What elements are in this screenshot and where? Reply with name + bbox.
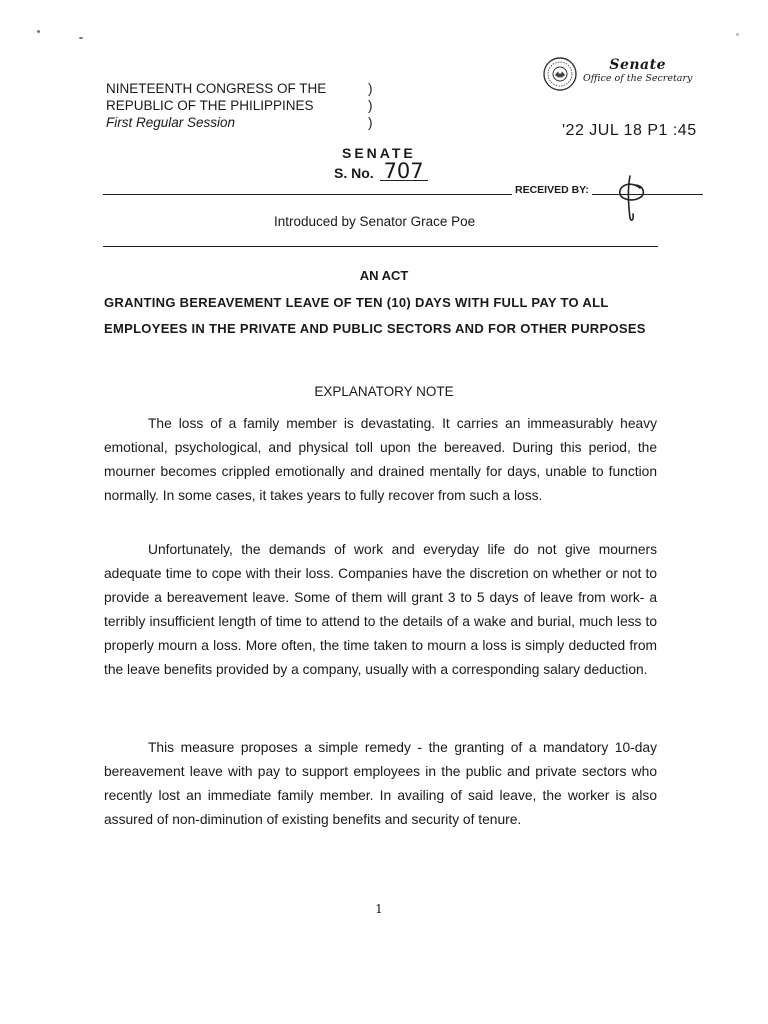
office-of-secretary bbox=[583, 57, 692, 84]
bill-number-label: S. No. bbox=[334, 165, 374, 181]
received-by-label: RECEIVED BY: bbox=[512, 184, 592, 196]
paren: ) bbox=[368, 115, 373, 130]
received-date-stamp: '22 JUL 18 P1 :45 bbox=[562, 122, 697, 139]
header-parentheses bbox=[368, 80, 373, 131]
bill-number: 707 bbox=[380, 162, 428, 181]
scan-speck bbox=[37, 30, 40, 33]
act-title: GRANTING BEREAVEMENT LEAVE OF TEN (10) DAYS WITH FULL PAY TO ALL EMPLOYEES IN THE PRIVATE AND PUBLIC SECTORS AND FOR OTHER PURPOSES bbox=[104, 295, 646, 336]
congress-line-2: REPUBLIC OF THE PHILIPPINES bbox=[106, 98, 314, 113]
congress-header bbox=[106, 80, 326, 131]
section-divider bbox=[103, 246, 658, 247]
senate-seal-icon bbox=[543, 57, 577, 91]
page-number: 1 bbox=[375, 902, 383, 916]
scan-speck bbox=[79, 37, 83, 39]
paren: ) bbox=[368, 98, 373, 113]
scan-speck bbox=[736, 33, 739, 36]
explanatory-paragraph-1: The loss of a family member is devastating. It carries an immeasurably heavy emotional, psychological, and physical toll upon the bereaved. During this period, the mourner becomes crippled emotionally and drained mentally for days, unable to function normally. In some cases, it takes years to fully recover from such a loss. bbox=[104, 416, 657, 503]
receiver-signature bbox=[612, 174, 652, 224]
introduced-by: Introduced by Senator Grace Poe bbox=[274, 214, 476, 229]
session-line: First Regular Session bbox=[106, 115, 236, 130]
office-title: Senate bbox=[609, 57, 666, 73]
paren: ) bbox=[368, 81, 373, 96]
act-heading: AN ACT bbox=[359, 268, 409, 283]
explanatory-note-heading: EXPLANATORY NOTE bbox=[314, 384, 454, 399]
explanatory-paragraph-2: Unfortunately, the demands of work and everyday life do not give mourners adequate time to cope with their loss. Companies have the discretion on whether or not to provide a bereavement leave. Some of them will grant 3 to 5 days of leave from work- a terribly insufficient length of time to attend to the details of a wake and burial, much less to properly mourn a loss. More often, the time taken to mourn a loss is simply deducted from the leave benefits provided by a company, usually with a corresponding salary deduction. bbox=[104, 542, 657, 677]
office-subtitle: Office of the Secretary bbox=[583, 73, 693, 84]
bill-number-line bbox=[334, 159, 428, 183]
congress-line-1: NINETEENTH CONGRESS OF THE bbox=[106, 81, 327, 96]
senate-label: SENATE bbox=[342, 145, 416, 161]
explanatory-paragraph-3: This measure proposes a simple remedy - the granting of a mandatory 10-day bereavement leave with pay to support employees in the public and private sectors who recently lost an immediate family member. In availing of said leave, the worker is also assured of non-diminution of existing benefits and security of tenure. bbox=[104, 740, 657, 827]
